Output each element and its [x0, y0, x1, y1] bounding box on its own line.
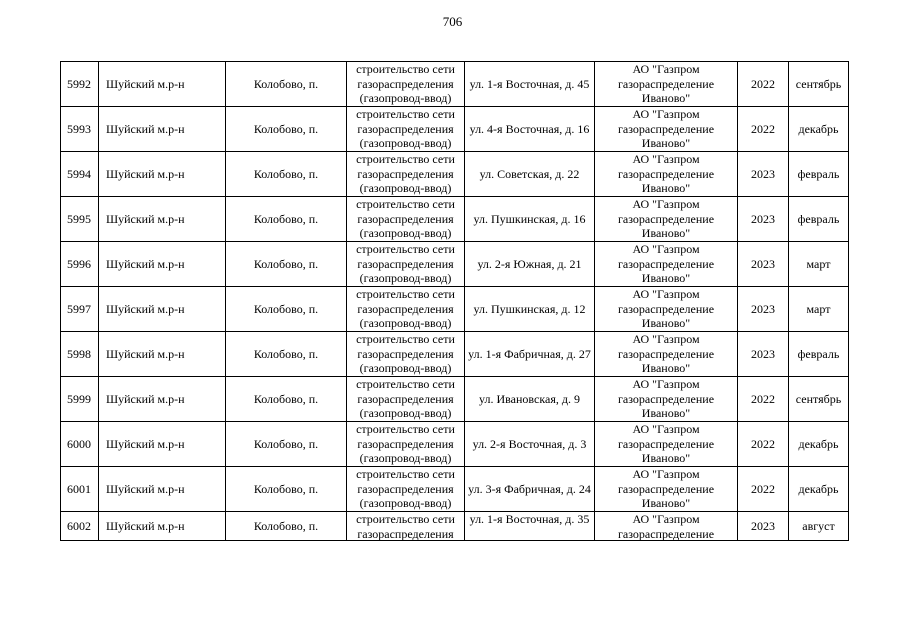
- cell-district: Шуйский м.р-н: [99, 62, 226, 107]
- cell-year: 2023: [738, 152, 789, 197]
- cell-locality: Колобово, п.: [226, 422, 347, 467]
- table-row: [61, 512, 849, 541]
- cell-address: ул. Ивановская, д. 9: [465, 377, 595, 422]
- cell-district: Шуйский м.р-н: [99, 197, 226, 242]
- cell-record-number: 6001: [61, 467, 99, 512]
- cell-locality: Колобово, п.: [226, 287, 347, 332]
- cell-organization: АО "Газпром газораспределение Иваново": [595, 422, 738, 467]
- cell-work-type: строительство сети газораспределения (газопровод-ввод): [347, 242, 465, 287]
- cell-record-number: 6002: [61, 512, 99, 541]
- cell-month: февраль: [789, 197, 849, 242]
- cell-district: Шуйский м.р-н: [99, 467, 226, 512]
- cell-district: Шуйский м.р-н: [99, 512, 226, 541]
- cell-district: Шуйский м.р-н: [99, 152, 226, 197]
- cell-work-type: [347, 512, 465, 541]
- cell-year: 2022: [738, 107, 789, 152]
- cell-district: Шуйский м.р-н: [99, 107, 226, 152]
- cell-district: Шуйский м.р-н: [99, 242, 226, 287]
- table-row: [61, 467, 849, 512]
- cell-address: ул. 3-я Фабричная, д. 24: [465, 467, 595, 512]
- cell-month: февраль: [789, 332, 849, 377]
- page-number: 706: [442, 14, 463, 29]
- cell-record-number: 5995: [61, 197, 99, 242]
- table-row: [61, 152, 849, 197]
- cell-year: 2023: [738, 287, 789, 332]
- cell-address: ул. Пушкинская, д. 12: [465, 287, 595, 332]
- cell-work-type: строительство сети газораспределения (газопровод-ввод): [347, 332, 465, 377]
- cell-address: ул. 2-я Восточная, д. 3: [465, 422, 595, 467]
- cell-locality: Колобово, п.: [226, 332, 347, 377]
- cell-address: ул. 1-я Фабричная, д. 27: [465, 332, 595, 377]
- cell-month: декабрь: [789, 107, 849, 152]
- cell-locality: Колобово, п.: [226, 152, 347, 197]
- cell-year: 2023: [738, 242, 789, 287]
- table-body: [61, 62, 849, 541]
- cell-locality: Колобово, п.: [226, 107, 347, 152]
- cell-year: 2022: [738, 62, 789, 107]
- cell-year: 2022: [738, 377, 789, 422]
- cell-record-number: 5999: [61, 377, 99, 422]
- cell-address-text: ул. 1-я Восточная, д. 35: [469, 512, 590, 526]
- cell-organization: АО "Газпром газораспределение Иваново": [595, 242, 738, 287]
- cell-locality: Колобово, п.: [226, 512, 347, 541]
- cell-district: Шуйский м.р-н: [99, 422, 226, 467]
- table-row: [61, 107, 849, 152]
- cell-address: ул. Пушкинская, д. 16: [465, 197, 595, 242]
- cell-work-type: строительство сети газораспределения (газопровод-ввод): [347, 467, 465, 512]
- cell-month: февраль: [789, 152, 849, 197]
- cell-work-type: строительство сети газораспределения (газопровод-ввод): [347, 422, 465, 467]
- cell-month: март: [789, 287, 849, 332]
- cell-month: сентябрь: [789, 377, 849, 422]
- cell-year: 2023: [738, 512, 789, 541]
- cell-district: Шуйский м.р-н: [99, 377, 226, 422]
- cell-record-number: 5992: [61, 62, 99, 107]
- cell-month: сентябрь: [789, 62, 849, 107]
- cell-month: декабрь: [789, 422, 849, 467]
- cell-address: ул. 4-я Восточная, д. 16: [465, 107, 595, 152]
- table-row: [61, 422, 849, 467]
- cell-district: Шуйский м.р-н: [99, 332, 226, 377]
- cell-address: ул. 1-я Восточная, д. 45: [465, 62, 595, 107]
- cell-organization: АО "Газпром газораспределение Иваново": [595, 287, 738, 332]
- cell-organization: АО "Газпром газораспределение Иваново": [595, 467, 738, 512]
- cell-year: 2023: [738, 197, 789, 242]
- cell-organization: АО "Газпром газораспределение Иваново": [595, 332, 738, 377]
- cell-district: Шуйский м.р-н: [99, 287, 226, 332]
- cell-organization: [595, 512, 738, 541]
- cell-locality: Колобово, п.: [226, 62, 347, 107]
- cell-work-type: строительство сети газораспределения (газопровод-ввод): [347, 287, 465, 332]
- table-row: [61, 377, 849, 422]
- cell-work-type: строительство сети газораспределения (газопровод-ввод): [347, 152, 465, 197]
- cell-address: ул. 2-я Южная, д. 21: [465, 242, 595, 287]
- table-row: [61, 287, 849, 332]
- cell-locality: Колобово, п.: [226, 197, 347, 242]
- cell-locality: Колобово, п.: [226, 242, 347, 287]
- cell-organization: АО "Газпром газораспределение Иваново": [595, 377, 738, 422]
- gasification-schedule-table: [60, 61, 849, 541]
- cell-year: 2022: [738, 467, 789, 512]
- table-row: [61, 62, 849, 107]
- cell-work-type: строительство сети газораспределения (газопровод-ввод): [347, 377, 465, 422]
- cell-organization: АО "Газпром газораспределение Иваново": [595, 197, 738, 242]
- cell-year: 2023: [738, 332, 789, 377]
- cell-record-number: 5994: [61, 152, 99, 197]
- cell-year: 2022: [738, 422, 789, 467]
- cell-work-type: строительство сети газораспределения (газопровод-ввод): [347, 197, 465, 242]
- cell-locality: Колобово, п.: [226, 467, 347, 512]
- cell-month: март: [789, 242, 849, 287]
- cell-organization-text: АО "Газпром газораспределение: [617, 512, 715, 540]
- cell-record-number: 6000: [61, 422, 99, 467]
- cell-month: декабрь: [789, 467, 849, 512]
- cell-address: ул. Советская, д. 22: [465, 152, 595, 197]
- table-row: [61, 242, 849, 287]
- cell-record-number: 5997: [61, 287, 99, 332]
- cell-address: [465, 512, 595, 541]
- cell-record-number: 5993: [61, 107, 99, 152]
- cell-organization: АО "Газпром газораспределение Иваново": [595, 107, 738, 152]
- cell-work-type: строительство сети газораспределения (газопровод-ввод): [347, 107, 465, 152]
- cell-work-type: строительство сети газораспределения (газопровод-ввод): [347, 62, 465, 107]
- cell-organization: АО "Газпром газораспределение Иваново": [595, 62, 738, 107]
- table-row: [61, 332, 849, 377]
- cell-organization: АО "Газпром газораспределение Иваново": [595, 152, 738, 197]
- table-row: [61, 197, 849, 242]
- cell-work-type-text: строительство сети газораспределения: [356, 512, 455, 540]
- cell-locality: Колобово, п.: [226, 377, 347, 422]
- cell-record-number: 5996: [61, 242, 99, 287]
- cell-month: август: [789, 512, 849, 541]
- cell-record-number: 5998: [61, 332, 99, 377]
